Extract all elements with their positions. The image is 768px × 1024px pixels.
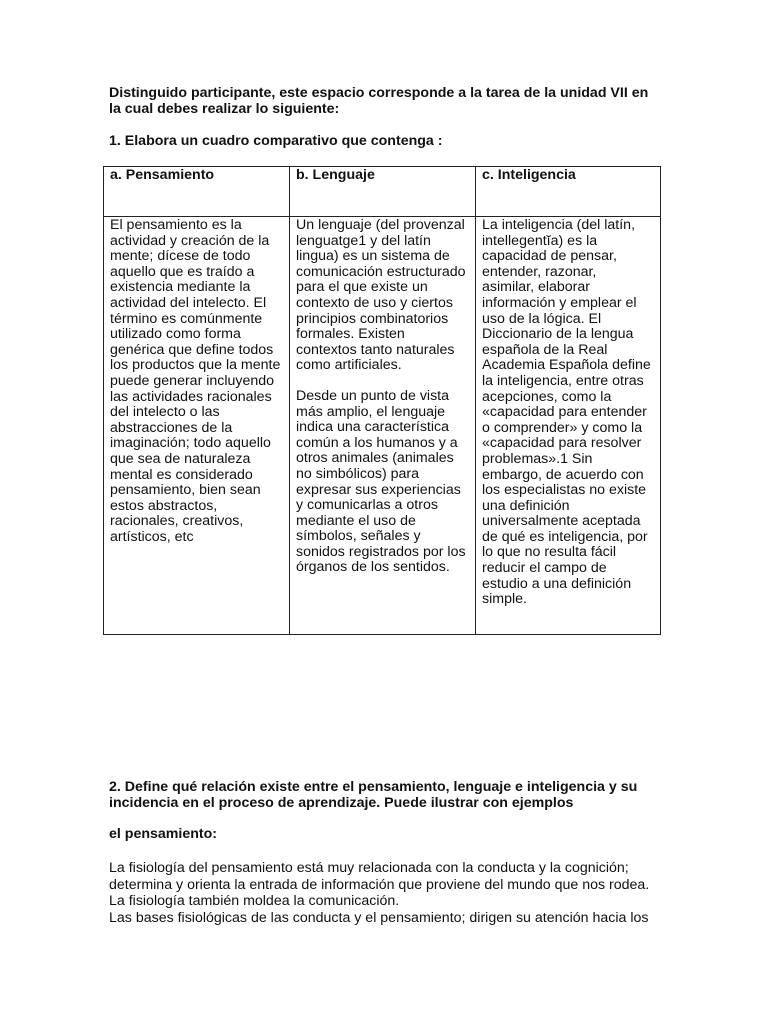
- text-line: término es comúnmente: [110, 310, 263, 327]
- text-line: «capacidad para resolver: [482, 435, 642, 452]
- text-line: mente; dícese de todo: [110, 248, 251, 265]
- text-line: no simbólicos) para: [296, 465, 420, 482]
- text-line: El pensamiento es la: [110, 217, 242, 233]
- table-body-row: [104, 217, 661, 635]
- text-line: puede generar incluyendo: [110, 372, 275, 389]
- text-line: expresar sus experiencias: [296, 481, 461, 498]
- text-line: lingua) es un sistema de: [296, 248, 450, 265]
- text-line: asimilar, elaborar: [482, 279, 591, 296]
- text-line: formales. Existen: [296, 326, 405, 343]
- text-line: lenguatge1 y del latín: [296, 232, 431, 249]
- text-line: de qué es inteligencia, por: [482, 528, 648, 545]
- text-line: mediante el uso de: [296, 512, 416, 529]
- text-line: abstracciones de la: [110, 419, 233, 436]
- header-pensamiento: a. Pensamiento: [104, 167, 290, 217]
- text-line: uso de la lógica. El: [482, 310, 602, 327]
- text-line: sonidos registrados por los: [296, 543, 466, 560]
- task2-line: incidencia en el proceso de aprendizaje. Puede ilustrar con ejemplos: [109, 795, 574, 811]
- text-line: estudio a una definición: [482, 575, 632, 592]
- text-line: aquello que es traído a: [110, 263, 255, 280]
- text-line: comunicación estructurado: [296, 263, 466, 280]
- text-line: simple.: [482, 591, 527, 608]
- text-line: información y emplear el: [482, 294, 637, 311]
- intro-paragraph: [109, 85, 669, 117]
- task1-heading: 1. Elabora un cuadro comparativo que contenga :: [109, 133, 443, 149]
- text-line: La inteligencia (del latín,: [482, 217, 636, 233]
- text-line: intellegentĭa) es la: [482, 232, 598, 249]
- comparison-table: [103, 166, 661, 635]
- text-line: Un lenguaje (del provenzal: [296, 217, 465, 233]
- text-line: los productos que la mente: [110, 357, 281, 374]
- text-line: órganos de los sentidos.: [296, 559, 450, 576]
- section-subheading: el pensamiento:: [109, 826, 218, 842]
- text-line: La fisiología también moldea la comunicación.: [109, 893, 400, 909]
- text-line: imaginación; todo aquello: [110, 435, 271, 452]
- text-line: entender, razonar,: [482, 263, 597, 280]
- text-line: para el que existe un: [296, 279, 428, 296]
- text-line: determina y orienta la entrada de información que proviene del mundo que nos rodea.: [109, 876, 650, 893]
- text-line: Academia Española define: [482, 357, 651, 374]
- text-line: los especialistas no existe: [482, 482, 647, 499]
- text-line: una definición: [482, 497, 570, 514]
- text-line: actividad y creación de la: [110, 232, 270, 249]
- text-line: símbolos, señales y: [296, 528, 421, 545]
- text-line: acepciones, como la: [482, 388, 612, 405]
- text-line: Diccionario de la lengua: [482, 326, 634, 343]
- text-line: pensamiento, bien sean: [110, 482, 261, 499]
- intro-line: Distinguido participante, este espacio corresponde a la tarea de la unidad VII en: [109, 85, 649, 101]
- text-line: Desde un punto de vista: [296, 387, 450, 404]
- text-line: contextos tanto naturales: [296, 341, 455, 358]
- text-line: como artificiales.: [296, 357, 402, 374]
- text-line: actividad del intelecto. El: [110, 294, 267, 311]
- text-line: existencia mediante la: [110, 279, 251, 296]
- text-line: genérica que define todos: [110, 341, 274, 358]
- intro-line: la cual debes realizar lo siguiente:: [109, 101, 340, 117]
- text-line: principios combinatorios: [296, 310, 449, 327]
- text-line: mental es considerado: [110, 466, 253, 483]
- text-line: estos abstractos,: [110, 497, 218, 514]
- task2-heading: [109, 779, 669, 811]
- text-line: otros animales (animales: [296, 450, 454, 467]
- text-line: «capacidad para entender: [482, 404, 647, 421]
- text-line: las actividades racionales: [110, 388, 272, 405]
- text-line: del intelecto o las: [110, 404, 220, 421]
- lenguaje-paragraph-1: [296, 218, 470, 374]
- text-line: o comprender» y como la: [482, 419, 643, 436]
- lenguaje-paragraph-2: [296, 389, 470, 576]
- text-line: Las bases fisiológicas de las conducta y el pensamiento; dirigen su atención hacia los: [109, 909, 649, 926]
- text-line: capacidad de pensar,: [482, 248, 617, 265]
- task2-line: 2. Define qué relación existe entre el pensamiento, lenguaje e inteligencia y su: [109, 779, 638, 795]
- text-line: la inteligencia, entre otras: [482, 372, 644, 389]
- text-line: común a los humanos y a: [296, 434, 458, 451]
- text-line: y comunicarlas a otros: [296, 497, 438, 514]
- text-line: racionales, creativos,: [110, 513, 244, 530]
- text-line: problemas».1 Sin: [482, 450, 593, 467]
- text-line: que sea de naturaleza: [110, 450, 251, 467]
- header-inteligencia: c. Inteligencia: [476, 167, 661, 217]
- cell-inteligencia: [476, 217, 661, 635]
- text-line: embargo, de acuerdo con: [482, 466, 644, 483]
- text-line: utilizado como forma: [110, 326, 241, 343]
- table-header-row: [104, 167, 661, 217]
- text-line: universalmente aceptada: [482, 513, 641, 530]
- body-paragraph: [109, 860, 669, 926]
- cell-lenguaje: [290, 217, 476, 635]
- text-line: reducir el campo de: [482, 560, 607, 577]
- text-line: contexto de uso y ciertos: [296, 294, 453, 311]
- text-line: La fisiología del pensamiento está muy relacionada con la conducta y la cognición;: [109, 860, 629, 876]
- text-line: más amplio, el lenguaje: [296, 403, 446, 420]
- text-line: artísticos, etc: [110, 528, 194, 545]
- header-lenguaje: b. Lenguaje: [290, 167, 476, 217]
- text-line: española de la Real: [482, 341, 608, 358]
- text-line: indica una característica: [296, 419, 449, 436]
- text-line: lo que no resulta fácil: [482, 544, 617, 561]
- cell-pensamiento: [104, 217, 290, 635]
